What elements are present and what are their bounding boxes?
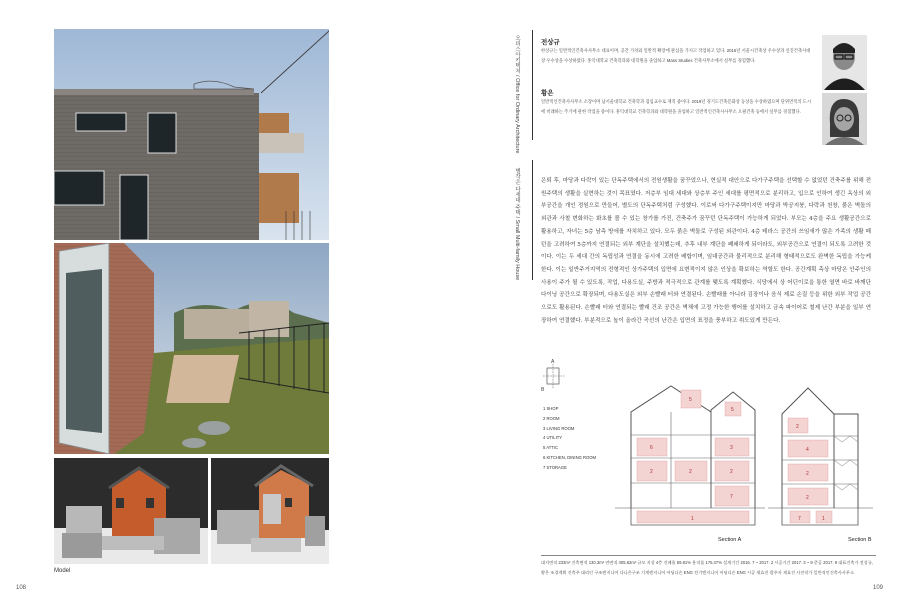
side-rule-bottom [532,160,533,280]
room-number: 2 [650,469,653,475]
room-number: 4 [806,447,809,453]
room-number: 2 [806,471,809,477]
section-a-drawing [615,380,765,540]
architect-2-name: 황은 [541,90,554,97]
legend-item: 3 LIVING ROOM [543,425,575,431]
room-number: 1 [822,516,825,522]
section-b-label: Section B [848,537,872,543]
right-page-number: 109 [873,585,884,591]
plan-label-b: B [541,387,545,393]
rooftop-terrace-photo [54,243,329,454]
side-rule-top [532,30,533,140]
room-number: 2 [730,469,733,475]
section-b-drawing [768,380,873,540]
architect-2-bio: 일반적인건축사사무소 소장이며 남서울대학교 건축학과 겸임교수로 재직 중이다. 2019년 경기도건축문화상 동상을 수상하였으며 단위면적의 도시에 비례하는 주거에 관한 작업을 중이다. 홍익대학교 건축학과와 대학원을 졸업하고 일반적인건축사사무소 오필건축 등에서 실무를 경험했다. [541,99,811,115]
legend-item: 7 STORAGE [543,464,567,470]
room-legend [543,404,596,473]
firm-side-title: 오피스아키텍처 / Office for Ordinary Architecture [514,35,520,154]
project-side-title: 별작은 다세대 주택 / Small Multi-family House [514,168,520,281]
room-number: 2 [796,424,799,430]
room-number: 5 [689,397,692,403]
legend-item: 5 ATTIC [543,445,559,451]
left-page-number: 108 [16,585,27,591]
room-number: 6 [650,445,653,451]
architect-2-portrait [822,93,867,145]
exterior-facade-photo [54,29,329,240]
legend-item: 1 SHOP [543,406,559,411]
model-caption: Model [54,568,71,574]
room-number: 7 [730,494,733,500]
legend-item: 6 KITCHEN, DINING ROOM [543,454,597,460]
legend-item: 2 ROOM [543,415,560,421]
room-number: 5 [731,407,734,413]
site-key-plan [541,358,567,394]
plan-label-a: A [551,359,555,365]
project-specs: 대지면적 233m² 건축면적 130.3m² 연면적 405.62m² 규모 지상 4층 건폐율 59.81% 용적률 175.37% 설계기간 2016. 7 ~ 2017. 2 시공기간 2017. 3 ~ 9 준공 2017. 9 대표건축가 전상규, 황은 조경계획 건축주 대리인 구조엔지니어 다나은구조 기계엔지니어 어딩디슨 ENG 전기엔지니어 어딩디슨 ENG 시공 제효진 발주자 제효진 사진작가 일반적인건축사사무소 [541,555,876,578]
legend-item: 4 UTILITY [543,435,563,441]
room-number: 3 [730,445,733,451]
project-description: 은퇴 후, 마당과 다락이 있는 단독주택에서의 전원생활을 꿈꾸었으나, 현실적 대안으로 다가구주택을 선택할 수 없었던 건축주를 위해 전원주택의 생활을 실현하는 것이 목표였다. 저층부 임대 세대와 상층부 주인 세대를 평면적으로 분리하고, 입으로 인하여 생긴 옥상의 외부공간을 개인 정원으로 만들어, 별도의 단독주택처럼 구성했다. 이로써 다가구주택이지만 마당과 박공지붕, 다락과 천창, 붉은 벽돌의 외관과 사철 변화하는 화초를 볼 수 있는 창가를 가진, 건축주가 꿈꾸던 단독주택이 가능하게 되었다. 부모는 4층을 주요 생활공간으로 활용하고, 자녀는 5층 남측 방에를 자치하고 있다. 모두 붉은 벽돌로 구성된 외관이다. 4층 테라스 공간의 쓰임새가 많은 가족의 생활 패턴을 고려하여 5층까지 연결되는 외부 계단을 설치했는데, 추후 내부 계단을 폐쇄하게 되더라도, 외부공간으로 연결이 되도록 고려한 것이다. 이는 두 세대 간의 독립성과 연결을 동시에 고려한 배합이며, 임대공간과 물리적으로 분리해 형태적으로도 완벽한 독립을 가능케 한다. 이는 일반주거지역의 전형적인 상가주택의 입면에 요변적이지 않은 인상을 확보하는 역할도 한다. 공간계획 측상 마당은 안주인의 사용이 주가 될 수 있도록, 작업, 다용도실, 주방과 적극적으로 관계를 맺도록 계획했다. 식당에서 상 어딘이로을 통한 열면 바로 바깨단 다이닝 공간으로 확장되며, 다용도실은 외부 손빨래 터와 연결된다. 손빨래를 아니라 김장이나 음식 제료 손질 등을 위한 외부 작업 공간으로도 활용된다. 손빨래 터와 연결되는 빨래 건조 공간은 벽체에 고정 가능한 행어를 설치하고 금속 파이어로 철제 난간 부분을 일부 연장하여 연결했다. 부분적으로 높이 올라간 곡선의 난간은 입면의 표정을 풍부하고 취도있게 만든다. [541,178,871,324]
room-number: 2 [689,469,692,475]
room-number: 1 [691,516,694,522]
room-number: 7 [798,516,801,522]
section-a-label: Section A [718,537,742,543]
architect-1-portrait [822,35,867,90]
model-photo-right [211,458,329,564]
room-number: 2 [806,495,809,501]
model-photo-left [54,458,208,564]
architect-1-name: 전상규 [541,39,560,46]
architect-1-bio: 한상규는 일반적인건축사사무소 대표이며, 공간 가치와 일반적 확장에 관심을 가지고 작업하고 있다. 2016년 서울시건축상 우수상과 신진건축사대상 우수상을 수상하였다. 홍익대학교 건축학과와 대학원을 졸업하고 Mass Studies 건축사무소에서 실무를 경험했다. [541,48,811,64]
